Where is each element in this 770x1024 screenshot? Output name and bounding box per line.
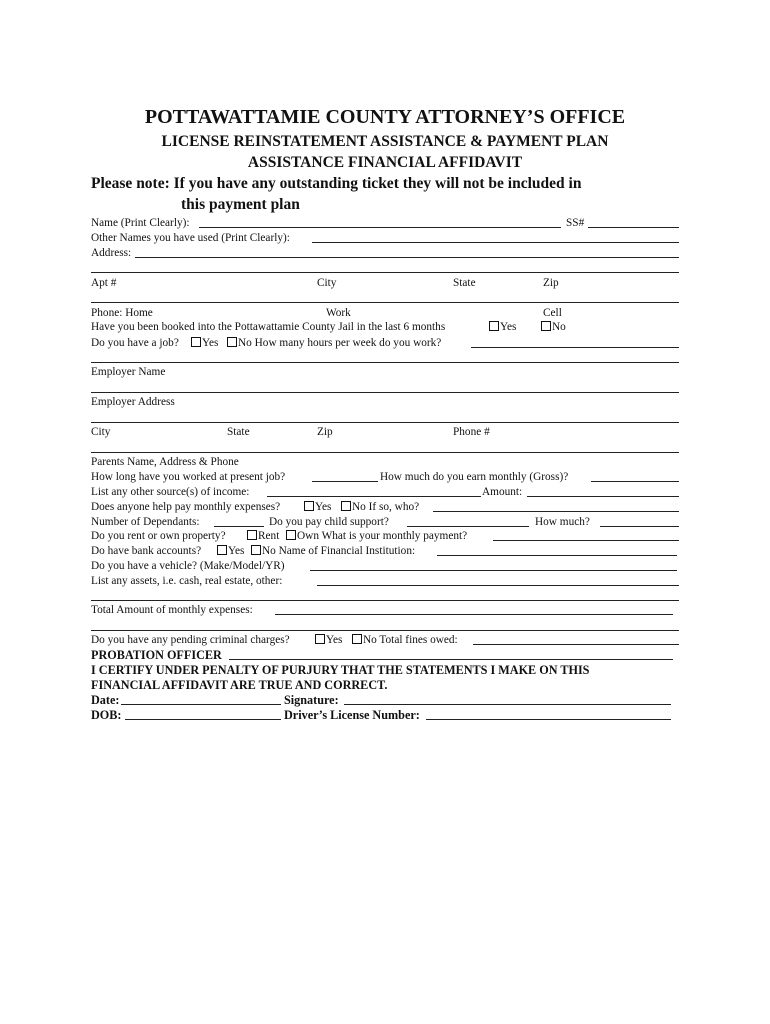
- drivers-license-field[interactable]: [426, 708, 671, 720]
- probation-label: PROBATION OFFICER: [91, 648, 222, 662]
- bank-yes-checkbox[interactable]: [217, 545, 227, 555]
- row-bank: [91, 544, 679, 558]
- form-title: POTTAWATTAMIE COUNTY ATTORNEY’S OFFICE: [144, 106, 626, 128]
- certify-text-1: I CERTIFY UNDER PENALTY OF PURJURY THAT THE STATEMENTS I MAKE ON THIS: [91, 663, 590, 677]
- criminal-no-checkbox[interactable]: [352, 634, 362, 644]
- apt-city-line[interactable]: [91, 302, 679, 303]
- probation-field[interactable]: [229, 648, 673, 660]
- employer-phone-label: Phone #: [453, 426, 490, 438]
- state-label: State: [453, 277, 476, 289]
- job-yes-checkbox[interactable]: [191, 337, 201, 347]
- zip-label: Zip: [543, 277, 559, 289]
- other-income-label: List any other source(s) of income:: [91, 486, 250, 498]
- total-expenses-line-2[interactable]: [91, 630, 679, 631]
- jail-yes-checkbox[interactable]: [489, 321, 499, 331]
- row-dependants: [91, 515, 679, 529]
- dependants-field[interactable]: [214, 515, 264, 527]
- jail-yes-label: Yes: [500, 321, 517, 333]
- jail-no-label: No: [552, 321, 566, 333]
- job-hours-label: No How many hours per week do you work?: [238, 337, 442, 349]
- rent-own-label: Do you rent or own property?: [91, 530, 226, 542]
- work-label: Work: [326, 307, 351, 319]
- row-other-income: [91, 485, 679, 499]
- row-address: [91, 246, 679, 260]
- certify-text-2: FINANCIAL AFFIDAVIT ARE TRUE AND CORRECT.: [91, 678, 388, 692]
- row-name: [91, 216, 679, 230]
- assets-field[interactable]: [317, 574, 679, 586]
- employer-state-label: State: [227, 426, 250, 438]
- row-help-pay: [91, 500, 679, 514]
- name-field[interactable]: [199, 216, 561, 228]
- date-label: Date:: [91, 693, 120, 707]
- other-names-field[interactable]: [312, 231, 679, 243]
- dob-field[interactable]: [125, 708, 281, 720]
- financial-institution-label: No Name of Financial Institution:: [262, 545, 416, 557]
- row-assets: [91, 574, 679, 588]
- vehicle-field[interactable]: [310, 559, 677, 571]
- assets-line-2[interactable]: [91, 600, 679, 601]
- how-long-label: How long have you worked at present job?: [91, 471, 286, 483]
- note-line2: this payment plan: [181, 196, 300, 213]
- rent-checkbox[interactable]: [247, 530, 257, 540]
- date-field[interactable]: [121, 693, 281, 705]
- how-much2-label: How much?: [535, 516, 590, 528]
- row-criminal: [91, 633, 679, 647]
- total-expenses-field[interactable]: [275, 603, 673, 615]
- employer-zip-label: Zip: [317, 426, 333, 438]
- employer-city-line[interactable]: [91, 452, 679, 453]
- job-no-checkbox[interactable]: [227, 337, 237, 347]
- bank-no-checkbox[interactable]: [251, 545, 261, 555]
- child-support-field[interactable]: [407, 515, 529, 527]
- employer-address-line[interactable]: [91, 422, 679, 423]
- address-line-2[interactable]: [91, 272, 679, 273]
- job-question: Do you have a job?: [91, 337, 179, 349]
- note-line1: Please note: If you have any outstanding ticket they will not be included in: [91, 175, 582, 192]
- apt-label: Apt #: [91, 277, 117, 289]
- criminal-label: Do you have any pending criminal charges?: [91, 634, 290, 646]
- employer-city-label: City: [91, 426, 111, 438]
- name-label: Name (Print Clearly):: [91, 217, 190, 229]
- row-employer-address: [91, 395, 679, 409]
- certify-line2: [91, 678, 679, 692]
- row-other-names: [91, 231, 679, 245]
- employer-name-line[interactable]: [91, 392, 679, 393]
- how-much-field[interactable]: [591, 470, 679, 482]
- row-phone: [91, 306, 679, 320]
- amount-label: Amount:: [482, 486, 523, 498]
- total-fines-field[interactable]: [473, 633, 679, 645]
- total-fines-label: No Total fines owed:: [363, 634, 458, 646]
- address-label: Address:: [91, 247, 132, 259]
- drivers-license-label: Driver’s License Number:: [284, 708, 420, 722]
- help-pay-no-checkbox[interactable]: [341, 501, 351, 511]
- row-total-expenses: [91, 603, 679, 617]
- bank-label: Do have bank accounts?: [91, 545, 202, 557]
- row-jail: [91, 320, 679, 334]
- row-apt-city: [91, 276, 679, 290]
- address-field[interactable]: [135, 246, 679, 258]
- row-probation: [91, 648, 679, 662]
- help-pay-who-field[interactable]: [433, 500, 679, 512]
- job-hours-field[interactable]: [471, 336, 679, 348]
- rent-label: Rent: [258, 530, 280, 542]
- dependants-label: Number of Dependants:: [91, 516, 200, 528]
- cell-label: Cell: [543, 307, 562, 319]
- help-pay-yes-label: Yes: [315, 501, 332, 513]
- parents-label: Parents Name, Address & Phone: [91, 456, 239, 468]
- other-names-label: Other Names you have used (Print Clearly):: [91, 232, 290, 244]
- criminal-yes-checkbox[interactable]: [315, 634, 325, 644]
- row-rent-own: [91, 529, 679, 543]
- own-checkbox[interactable]: [286, 530, 296, 540]
- bank-yes-label: Yes: [228, 545, 245, 557]
- help-pay-yes-checkbox[interactable]: [304, 501, 314, 511]
- city-label: City: [317, 277, 337, 289]
- amount-field[interactable]: [527, 485, 679, 497]
- financial-institution-field[interactable]: [437, 544, 677, 556]
- how-long-field[interactable]: [312, 470, 378, 482]
- form-subtitle-line2: ASSISTANCE FINANCIAL AFFIDAVIT: [247, 154, 523, 171]
- dob-label: DOB:: [91, 708, 122, 722]
- form-subtitle-line1: LICENSE REINSTATEMENT ASSISTANCE & PAYMENT PLAN: [161, 133, 609, 150]
- other-income-field[interactable]: [267, 485, 481, 497]
- monthly-payment-field[interactable]: [493, 529, 679, 541]
- assets-label: List any assets, i.e. cash, real estate, other:: [91, 575, 283, 587]
- criminal-yes-label: Yes: [326, 634, 343, 646]
- how-much-label: How much do you earn monthly (Gross)?: [380, 471, 569, 483]
- signature-label: Signature:: [284, 693, 339, 707]
- ss-label: SS#: [566, 217, 585, 229]
- help-pay-label: Does anyone help pay monthly expenses?: [91, 501, 281, 513]
- phone-home-label: Phone: Home: [91, 307, 153, 319]
- child-support-label: Do you pay child support?: [269, 516, 389, 528]
- row-employer-city: [91, 425, 679, 439]
- row-vehicle: [91, 559, 679, 573]
- row-how-long: [91, 470, 679, 484]
- help-pay-who-label: No If so, who?: [352, 501, 420, 513]
- row-dob-license: [91, 708, 679, 722]
- jail-question: Have you been booked into the Pottawattamie County Jail in the last 6 months: [91, 321, 446, 333]
- row-parents: [91, 455, 679, 469]
- ss-field[interactable]: [588, 216, 679, 228]
- certify-line1: [91, 663, 679, 677]
- total-expenses-label: Total Amount of monthly expenses:: [91, 604, 253, 616]
- job-yes-label: Yes: [202, 337, 219, 349]
- employer-address-label: Employer Address: [91, 396, 175, 408]
- own-payment-label: Own What is your monthly payment?: [297, 530, 468, 542]
- signature-field[interactable]: [344, 693, 671, 705]
- job-line-2[interactable]: [91, 362, 679, 363]
- vehicle-label: Do you have a vehicle? (Make/Model/YR): [91, 560, 285, 572]
- jail-no-checkbox[interactable]: [541, 321, 551, 331]
- how-much2-field[interactable]: [600, 515, 679, 527]
- row-employer-name: [91, 365, 679, 379]
- row-date-signature: [91, 693, 679, 707]
- row-job: [91, 336, 679, 350]
- employer-name-label: Employer Name: [91, 366, 166, 378]
